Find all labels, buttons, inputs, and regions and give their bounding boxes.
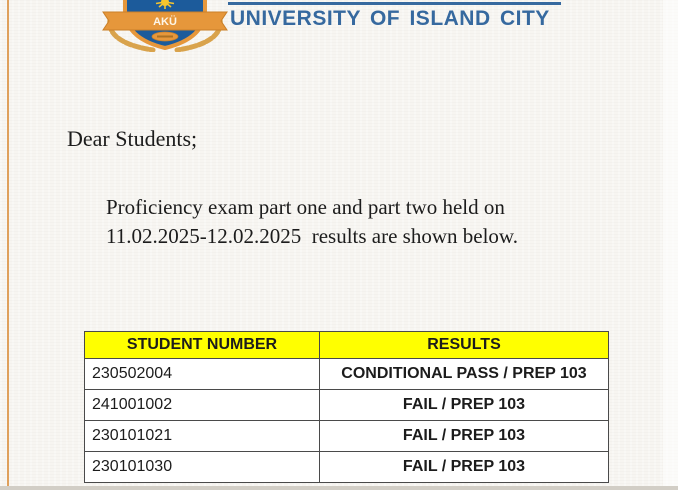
table-row	[85, 452, 609, 483]
announcement-line-2: 11.02.2025-12.02.2025 results are shown below.	[106, 224, 518, 248]
student-number-cell: 230502004	[85, 359, 320, 390]
table-row	[85, 359, 609, 390]
student-number-cell: 241001002	[85, 390, 320, 421]
page-right-edge	[663, 0, 678, 490]
header-results: RESULTS	[320, 332, 609, 359]
result-cell: CONDITIONAL PASS / PREP 103	[320, 359, 609, 390]
student-number-cell: 230101021	[85, 421, 320, 452]
result-cell: FAIL / PREP 103	[320, 421, 609, 452]
page-bottom-edge	[0, 486, 678, 490]
header-student-number: STUDENT NUMBER	[85, 332, 320, 359]
announcement-body	[106, 193, 518, 251]
salutation-text: Dear Students;	[67, 126, 198, 151]
table-header-row	[85, 332, 609, 359]
logo-acronym: AKÜ	[153, 16, 177, 28]
table-row	[85, 421, 609, 452]
results-table	[84, 331, 609, 483]
university-crest-logo	[95, 0, 235, 52]
student-number-cell: 230101030	[85, 452, 320, 483]
result-cell: FAIL / PREP 103	[320, 452, 609, 483]
announcement-line-1: Proficiency exam part one and part two held on	[106, 195, 505, 219]
page-left-border	[7, 0, 9, 490]
crest-icon	[95, 0, 235, 52]
result-cell: FAIL / PREP 103	[320, 390, 609, 421]
title-divider-line	[228, 2, 561, 5]
university-name: UNIVERSITY OF ISLAND CITY	[230, 7, 550, 30]
table-row	[85, 390, 609, 421]
logo-oval-text-mark	[157, 36, 173, 38]
